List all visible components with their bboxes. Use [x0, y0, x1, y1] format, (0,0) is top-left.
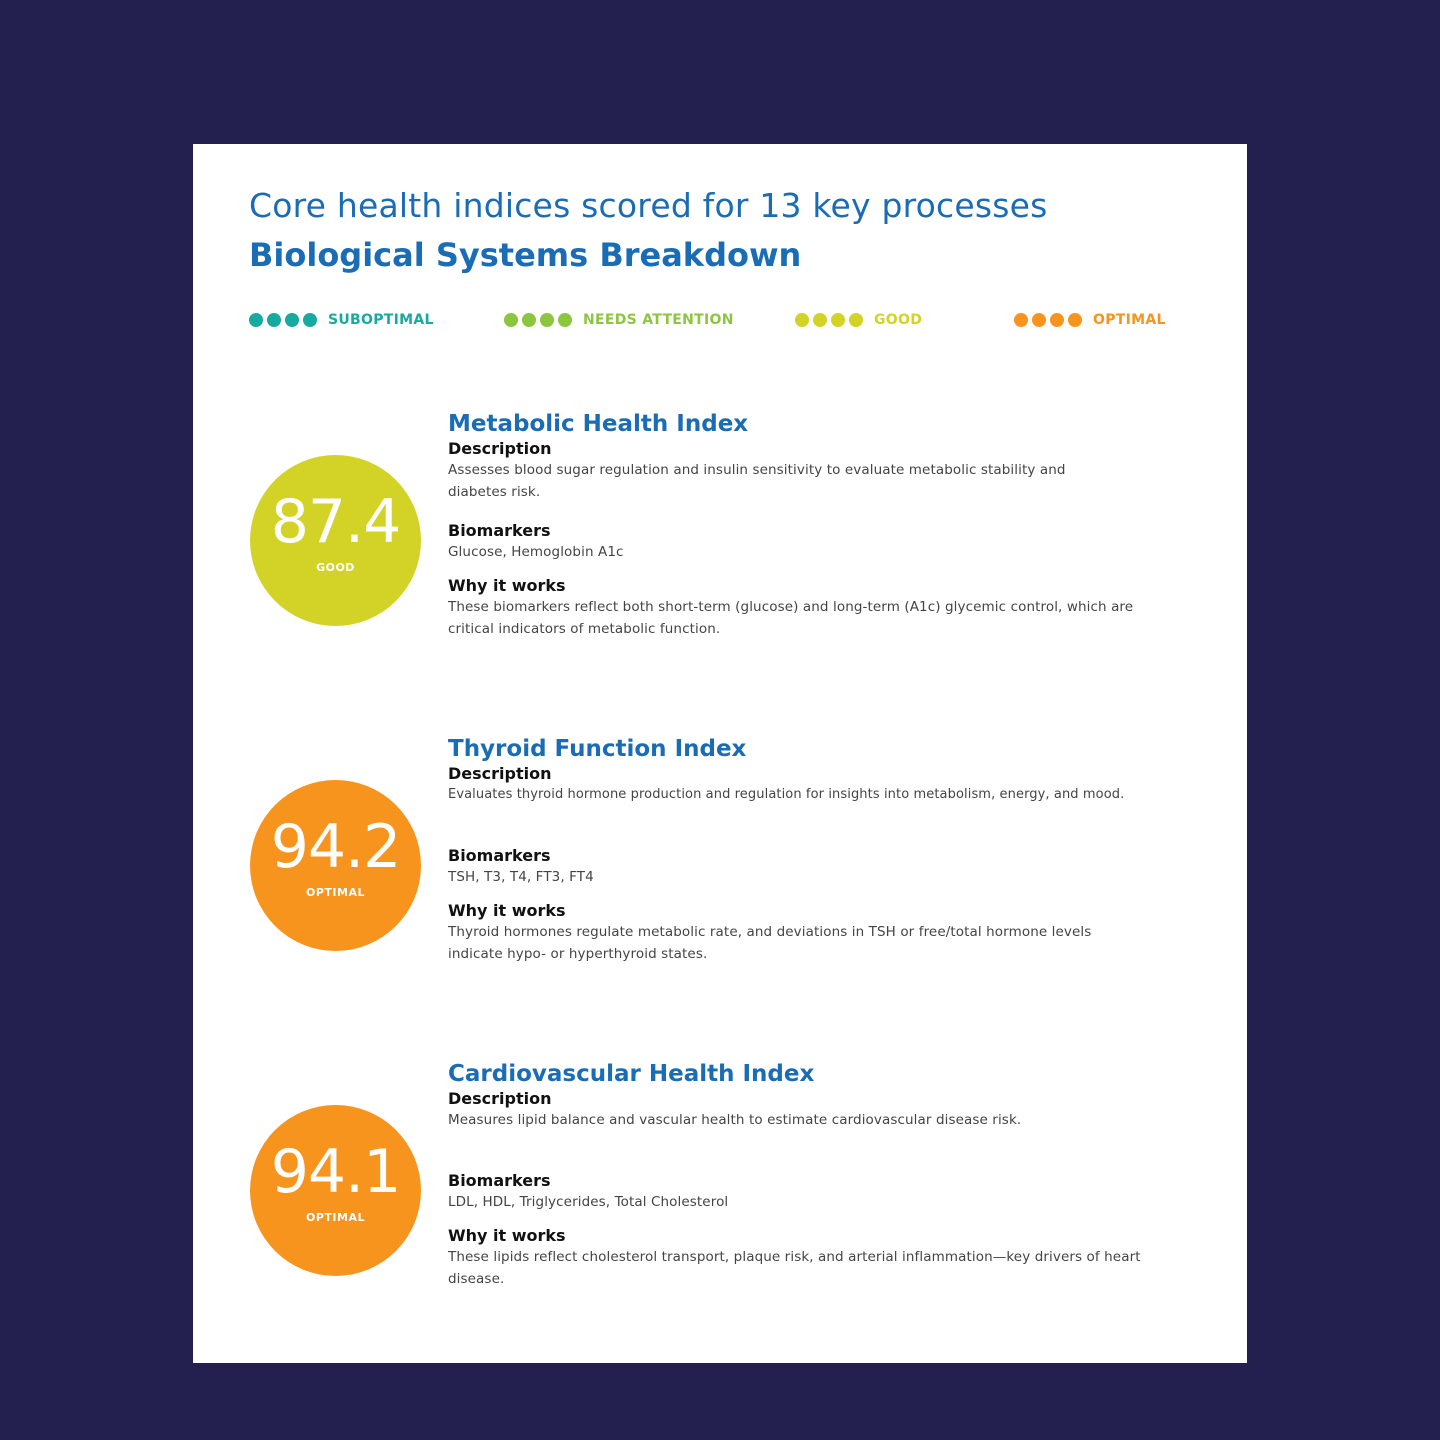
index-card-metabolic [193, 406, 1247, 666]
legend-dot [1014, 313, 1028, 327]
description-heading: Description [448, 764, 552, 783]
index-content [448, 406, 1193, 637]
legend-label: GOOD [874, 312, 923, 328]
index-title: Thyroid Function Index [448, 736, 747, 762]
legend-item-good [795, 309, 922, 331]
legend-dot [795, 313, 809, 327]
legend-dot [285, 313, 299, 327]
why-heading: Why it works [448, 576, 566, 595]
biomarkers-section [448, 846, 1193, 888]
legend-dot [540, 313, 554, 327]
legend-dot [1068, 313, 1082, 327]
legend-dots [795, 313, 863, 327]
legend-dot [1050, 313, 1064, 327]
report-page [193, 144, 1247, 1363]
legend-dot [267, 313, 281, 327]
score-circle [250, 455, 421, 626]
index-content [448, 731, 1193, 962]
legend-label: SUBOPTIMAL [328, 312, 434, 328]
status-legend [249, 309, 1189, 331]
score-value: 94.2 [270, 812, 401, 882]
legend-dot [813, 313, 827, 327]
description-text: Measures lipid balance and vascular health to estimate cardiovascular disease risk. [448, 1112, 1022, 1128]
legend-dot [504, 313, 518, 327]
description-section [448, 439, 1193, 503]
why-text: These biomarkers reflect both short-term (glucose) and long-term (A1c) glycemic control, which are critical indicators of metabolic function. [448, 599, 1134, 637]
description-heading: Description [448, 1089, 552, 1108]
page-subtitle: Core health indices scored for 13 key processes [249, 186, 1048, 225]
score-status: GOOD [316, 561, 355, 574]
index-content [448, 1056, 1193, 1287]
legend-item-optimal [1014, 309, 1166, 331]
why-section [448, 1226, 1193, 1290]
biomarkers-heading: Biomarkers [448, 846, 551, 865]
score-value: 87.4 [270, 487, 401, 557]
score-circle [250, 1105, 421, 1276]
biomarkers-text: LDL, HDL, Triglycerides, Total Cholesterol [448, 1194, 729, 1210]
score-status: OPTIMAL [306, 1211, 365, 1224]
biomarkers-heading: Biomarkers [448, 521, 551, 540]
description-heading: Description [448, 439, 552, 458]
index-card-thyroid [193, 731, 1247, 991]
legend-dot [1032, 313, 1046, 327]
why-text: These lipids reflect cholesterol transport, plaque risk, and arterial inflammation—key drivers of heart disease. [448, 1249, 1141, 1287]
legend-dot [558, 313, 572, 327]
legend-label: OPTIMAL [1093, 312, 1166, 328]
why-heading: Why it works [448, 901, 566, 920]
legend-label: NEEDS ATTENTION [583, 312, 734, 328]
index-title: Metabolic Health Index [448, 411, 749, 437]
legend-dot [249, 313, 263, 327]
biomarkers-section [448, 521, 1193, 563]
legend-dot [303, 313, 317, 327]
index-title: Cardiovascular Health Index [448, 1061, 815, 1087]
legend-dots [1014, 313, 1082, 327]
index-card-cardiovascular [193, 1056, 1247, 1316]
legend-dots [504, 313, 572, 327]
score-circle [250, 780, 421, 951]
biomarkers-section [448, 1171, 1193, 1213]
legend-dot [522, 313, 536, 327]
biomarkers-text: TSH, T3, T4, FT3, FT4 [448, 869, 594, 885]
why-section [448, 901, 1193, 965]
biomarkers-text: Glucose, Hemoglobin A1c [448, 544, 624, 560]
description-section [448, 764, 1193, 806]
why-text: Thyroid hormones regulate metabolic rate, and deviations in TSH or free/total hormone levels indicate hypo- or hyperthyroid states. [448, 924, 1092, 962]
why-section [448, 576, 1193, 640]
legend-item-suboptimal [249, 309, 434, 331]
page-title: Biological Systems Breakdown [249, 236, 802, 274]
why-heading: Why it works [448, 1226, 566, 1245]
legend-dot [849, 313, 863, 327]
description-section [448, 1089, 1193, 1131]
score-status: OPTIMAL [306, 886, 365, 899]
legend-dot [831, 313, 845, 327]
description-text: Assesses blood sugar regulation and insulin sensitivity to evaluate metabolic stability and diabetes risk. [448, 462, 1066, 500]
legend-item-needs-attention [504, 309, 734, 331]
description-text: Evaluates thyroid hormone production and regulation for insights into metabolism, energy, and mood. [448, 787, 1125, 802]
biomarkers-heading: Biomarkers [448, 1171, 551, 1190]
legend-dots [249, 313, 317, 327]
score-value: 94.1 [270, 1137, 401, 1207]
